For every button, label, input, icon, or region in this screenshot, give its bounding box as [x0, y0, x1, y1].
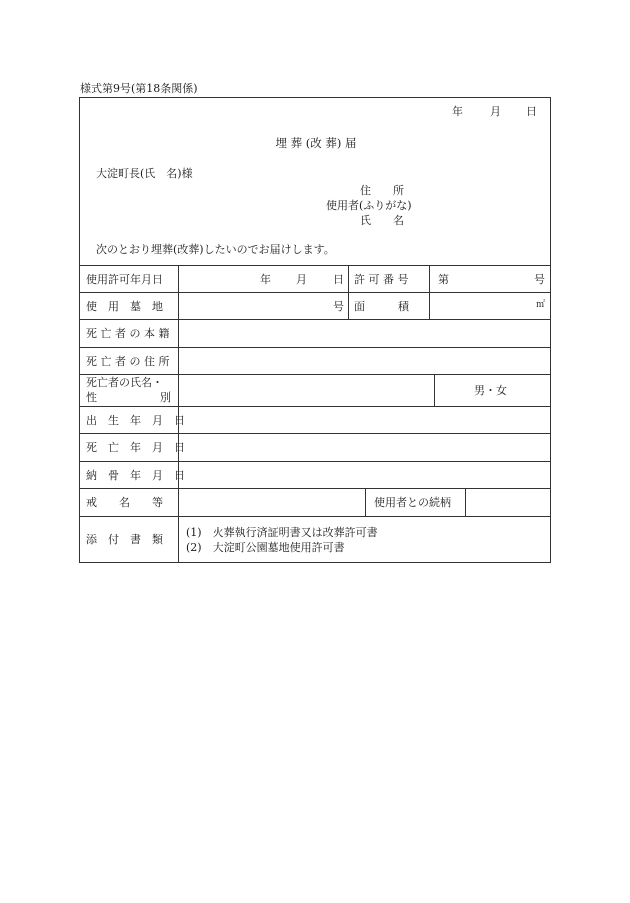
- attachment-item-2: (2) 大淀町公園墓地使用許可書: [186, 541, 345, 554]
- relation-to-user-label: 使用者との続柄: [374, 496, 451, 509]
- date-month-label: 月: [490, 105, 501, 118]
- grave-label: 使 用 墓 地: [86, 300, 163, 313]
- attachment-item-1: (1) 火葬執行済証明書又は改葬許可書: [186, 526, 378, 539]
- permit-date-day: 日: [333, 273, 344, 286]
- deceased-name-sex-label: 死亡者の氏名・: [86, 376, 163, 389]
- area-label: 面 積: [354, 300, 409, 313]
- grave-number-suffix: 号: [333, 300, 344, 313]
- permit-number-label: 許 可 番 号: [354, 273, 409, 286]
- sex-label-second: 別: [160, 391, 171, 404]
- applicant-user-label: 使用者(ふりがな): [326, 199, 412, 212]
- area-unit: ㎡: [536, 300, 546, 310]
- permit-number-suffix: 号: [534, 273, 545, 286]
- addressee-line: 大淀町長(氏 名)様: [96, 167, 193, 180]
- attachments-label: 添 付 書 類: [86, 533, 163, 546]
- birth-date-label: 出 生 年 月 日: [86, 414, 185, 427]
- deceased-address-label: 死 亡 者 の 住 所: [86, 355, 170, 368]
- posthumous-name-label: 戒 名 等: [86, 496, 163, 509]
- permit-number-prefix: 第: [438, 273, 449, 286]
- sex-options: 男・女: [474, 384, 507, 397]
- burial-notification-form: [79, 97, 551, 563]
- form-number-label: 様式第9号(第18条関係): [80, 82, 198, 95]
- sex-label-first: 性: [86, 391, 97, 404]
- deceased-domicile-label: 死 亡 者 の 本 籍: [86, 327, 170, 340]
- permit-date-label: 使用許可年月日: [86, 273, 163, 286]
- applicant-name-label: 氏 名: [360, 214, 404, 227]
- death-date-label: 死 亡 年 月 日: [86, 441, 185, 454]
- permit-date-year: 年: [260, 273, 271, 286]
- intro-statement: 次のとおり埋葬(改葬)したいのでお届けします。: [96, 243, 335, 256]
- form-title: 埋 葬 (改 葬) 届: [275, 136, 357, 150]
- applicant-address-label: 住 所: [360, 184, 404, 197]
- date-year-label: 年: [452, 105, 463, 118]
- date-day-label: 日: [526, 105, 537, 118]
- interment-date-label: 納 骨 年 月 日: [86, 469, 185, 482]
- permit-date-month: 月: [296, 273, 307, 286]
